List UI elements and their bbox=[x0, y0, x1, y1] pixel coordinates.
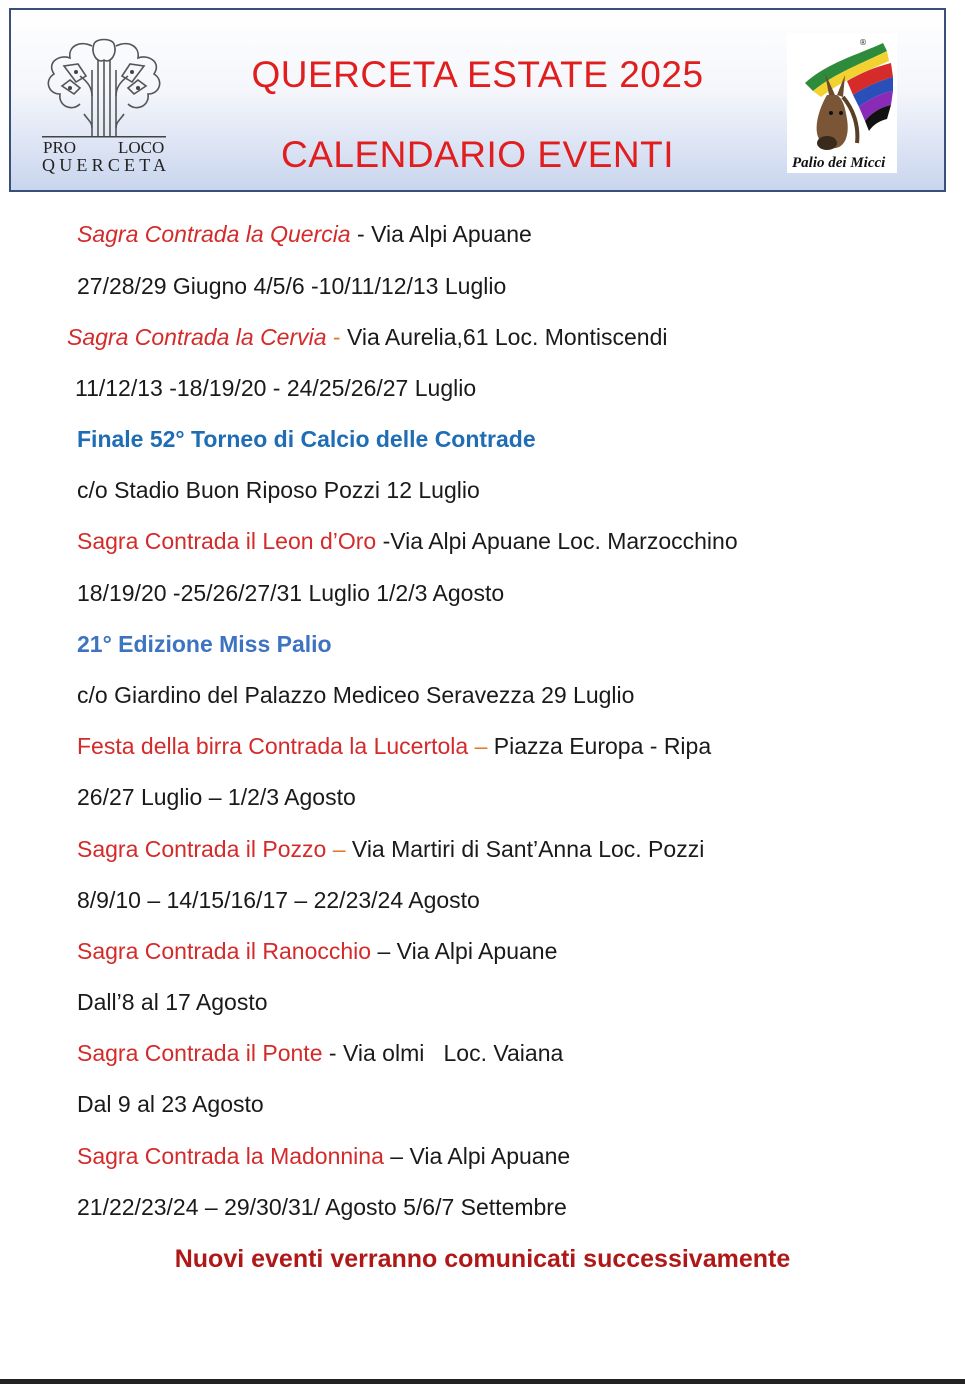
event-dates-ranocchio: Dall’8 al 17 Agosto bbox=[77, 989, 268, 1015]
event-title-quercia: Sagra Contrada la Quercia - Via Alpi Apuane bbox=[77, 221, 532, 247]
event-name: Sagra Contrada il Ranocchio bbox=[77, 938, 372, 964]
event-title-leon-doro: Sagra Contrada il Leon d’Oro -Via Alpi Apuane Loc. Marzocchino bbox=[77, 528, 738, 554]
event-place: Via Alpi Apuane Loc. Marzocchino bbox=[390, 528, 738, 554]
logo-text-loco: LOCO bbox=[118, 138, 165, 157]
event-title-pozzo: Sagra Contrada il Pozzo – Via Martiri di Sant’Anna Loc. Pozzi bbox=[77, 836, 705, 862]
bottom-divider bbox=[0, 1379, 965, 1384]
page-title: QUERCETA ESTATE 2025 bbox=[251, 54, 704, 95]
event-title-miss-palio: 21° Edizione Miss Palio bbox=[77, 631, 332, 657]
pro-loco-querceta-logo bbox=[40, 36, 168, 174]
event-title-ranocchio: Sagra Contrada il Ranocchio – Via Alpi Apuane bbox=[77, 938, 558, 964]
event-name: Sagra Contrada il Leon d’Oro bbox=[77, 528, 377, 554]
event-dates-ponte: Dal 9 al 23 Agosto bbox=[77, 1091, 264, 1117]
event-place: Via olmi Loc. Vaiana bbox=[342, 1040, 564, 1066]
page-subtitle: CALENDARIO EVENTI bbox=[281, 134, 674, 175]
logo-text-palio: Palio dei Micci bbox=[792, 155, 886, 171]
event-place: Via Alpi Apuane bbox=[371, 221, 532, 247]
event-title-madonnina: Sagra Contrada la Madonnina – Via Alpi Apuane bbox=[77, 1143, 571, 1169]
event-place: Via Aurelia,61 Loc. Montiscendi bbox=[346, 324, 668, 350]
event-name: Sagra Contrada la Quercia bbox=[77, 221, 351, 247]
footer-note: Nuovi eventi verranno comunicati successivamente bbox=[174, 1245, 791, 1273]
event-title-cervia: Sagra Contrada la Cervia - Via Aurelia,61 Loc. Montiscendi bbox=[67, 324, 668, 350]
event-place: Via Alpi Apuane bbox=[409, 1143, 571, 1169]
event-dates-lucertola: 26/27 Luglio – 1/2/3 Agosto bbox=[77, 784, 356, 810]
logo-text-pro: PRO bbox=[43, 138, 77, 157]
event-title-lucertola: Festa della birra Contrada la Lucertola – Piazza Europa - Ripa bbox=[77, 733, 712, 759]
event-title-ponte: Sagra Contrada il Ponte - Via olmi Loc. Vaiana bbox=[77, 1040, 564, 1066]
logo-text-querceta: QUERCETA bbox=[42, 155, 166, 174]
palio-dei-micci-logo bbox=[787, 33, 897, 173]
event-place: Via Alpi Apuane bbox=[396, 938, 558, 964]
event-name: Festa della birra Contrada la Lucertola bbox=[77, 733, 469, 759]
event-dates-miss-palio: c/o Giardino del Palazzo Mediceo Seravezza 29 Luglio bbox=[77, 682, 635, 708]
event-place: Piazza Europa - Ripa bbox=[493, 733, 712, 759]
event-dates-madonnina: 21/22/23/24 – 29/30/31/ Agosto 5/6/7 Settembre bbox=[77, 1194, 567, 1220]
event-name: Sagra Contrada la Cervia bbox=[67, 324, 327, 350]
event-dates-cervia: 11/12/13 -18/19/20 - 24/25/26/27 Luglio bbox=[75, 375, 477, 401]
event-dates-pozzo: 8/9/10 – 14/15/16/17 – 22/23/24 Agosto bbox=[77, 887, 480, 913]
event-dates-torneo: c/o Stadio Buon Riposo Pozzi 12 Luglio bbox=[77, 477, 480, 503]
svg-text:®: ® bbox=[859, 38, 867, 47]
event-title-torneo: Finale 52° Torneo di Calcio delle Contrade bbox=[77, 426, 536, 452]
event-name: Sagra Contrada il Ponte bbox=[77, 1040, 323, 1066]
event-dates-leon-doro: 18/19/20 -25/26/27/31 Luglio 1/2/3 Agosto bbox=[77, 580, 505, 606]
event-place: Via Martiri di Sant’Anna Loc. Pozzi bbox=[351, 836, 705, 862]
event-name: Sagra Contrada il Pozzo bbox=[77, 836, 327, 862]
event-name: Sagra Contrada la Madonnina bbox=[77, 1143, 384, 1169]
event-dates-quercia: 27/28/29 Giugno 4/5/6 -10/11/12/13 Luglio bbox=[77, 273, 507, 299]
